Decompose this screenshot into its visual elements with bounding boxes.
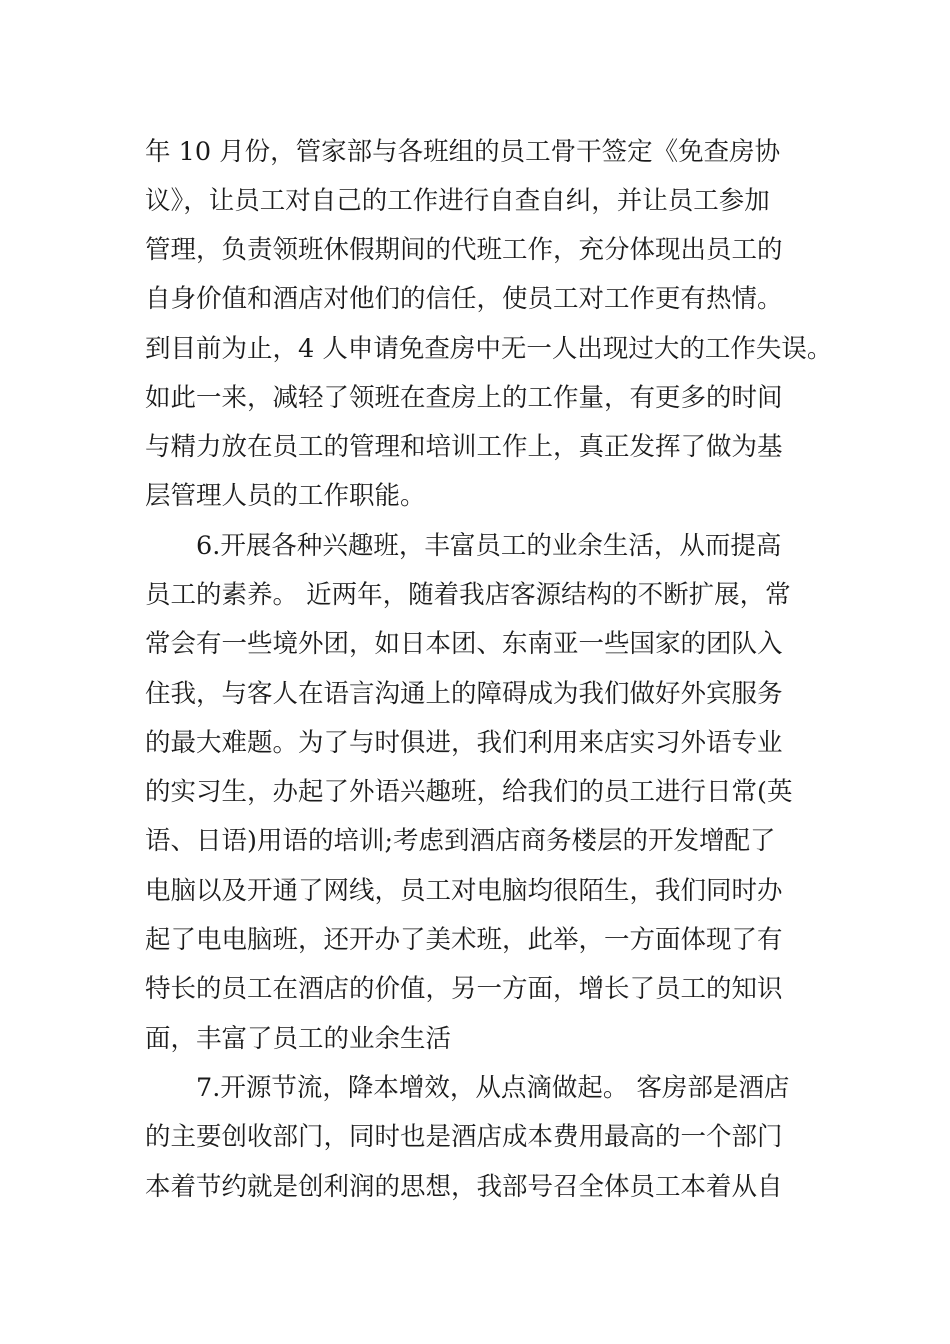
text-line: 起了电电脑班，还开办了美术班，此举，一方面体现了有 <box>145 925 783 955</box>
text-line: 特长的员工在酒店的价值，另一方面，增长了员工的知识 <box>145 974 783 1004</box>
text-line: 本着节约就是创利润的思想，我部号召全体员工本着从自 <box>145 1172 783 1202</box>
text-line: 自身价值和酒店对他们的信任，使员工对工作更有热情。 <box>145 284 783 314</box>
text-line: 管理，负责领班休假期间的代班工作，充分体现出员工的 <box>145 235 783 265</box>
text-line: 面，丰富了员工的业余生活 <box>145 1024 452 1054</box>
text-line: 语、日语)用语的培训;考虑到酒店商务楼层的开发增配了 <box>145 826 776 856</box>
paragraph-first-line: 7.开源节流，降本增效，从点滴做起。 客房部是酒店 <box>196 1073 790 1103</box>
text-line: 的实习生，办起了外语兴趣班，给我们的员工进行日常(英 <box>145 777 793 807</box>
text-line: 如此一来，减轻了领班在查房上的工作量，有更多的时间 <box>145 383 783 413</box>
text-line: 的最大难题。为了与时俱进，我们利用来店实习外语专业 <box>145 728 783 758</box>
text-line: 常会有一些境外团，如日本团、东南亚一些国家的团队入 <box>145 629 783 659</box>
text-line: 员工的素养。 近两年，随着我店客源结构的不断扩展，常 <box>145 580 791 610</box>
text-line: 住我，与客人在语言沟通上的障碍成为我们做好外宾服务 <box>145 679 783 709</box>
text-line: 层管理人员的工作职能。 <box>145 481 426 511</box>
text-line: 年 10 月份，管家部与各班组的员工骨干签定《免查房协 <box>145 137 781 167</box>
text-line: 议》，让员工对自己的工作进行自查自纠，并让员工参加 <box>145 186 770 216</box>
paragraph-first-line: 6.开展各种兴趣班，丰富员工的业余生活，从而提高 <box>196 531 782 561</box>
text-line: 电脑以及开通了网线，员工对电脑均很陌生，我们同时办 <box>145 876 783 906</box>
text-line: 与精力放在员工的管理和培训工作上，真正发挥了做为基 <box>145 432 783 462</box>
text-line: 的主要创收部门，同时也是酒店成本费用最高的一个部门 <box>145 1122 783 1152</box>
text-line: 到目前为止，4 人申请免查房中无一人出现过大的工作失误。 <box>145 334 833 364</box>
